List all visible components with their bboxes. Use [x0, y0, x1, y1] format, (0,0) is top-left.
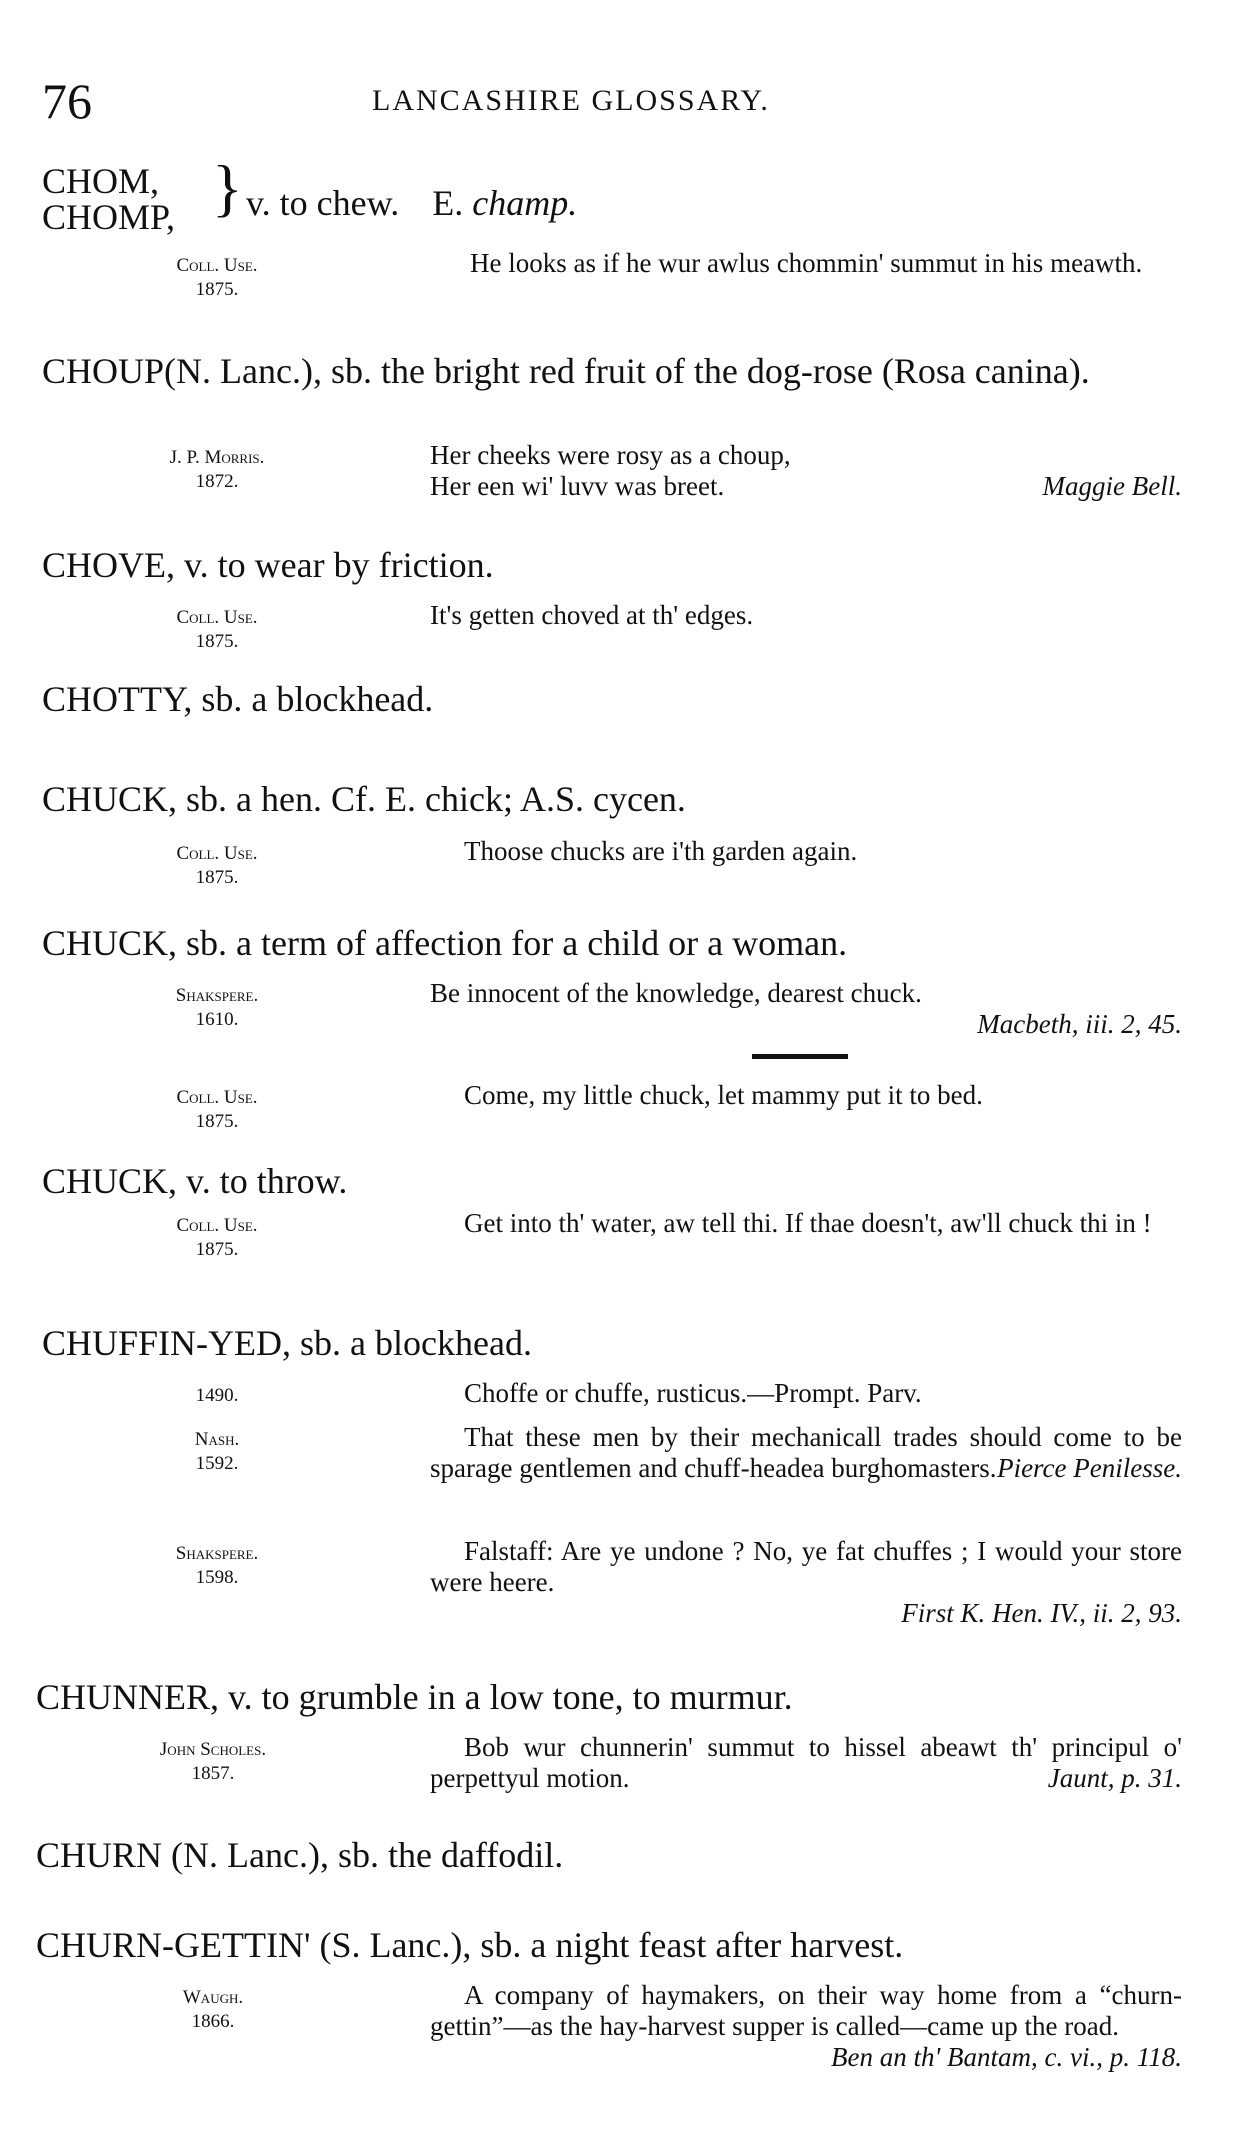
entry-heading: CHUFFIN-YED, sb. a blockhead.: [42, 1323, 532, 1363]
entry-heading: CHOVE, v. to wear by friction.: [42, 545, 494, 585]
entry-heading: CHUCK, sb. a hen. Cf. E. chick; A.S. cycen.: [42, 779, 686, 819]
quote-source: Nash. 1592.: [194, 1429, 240, 1474]
entry-heading: CHOUP(N. Lanc.), sb. the bright red fruit of the dog-rose (Rosa canina).: [42, 351, 1090, 391]
running-title: LANCASHIRE GLOSSARY.: [372, 84, 770, 117]
quote-text: Come, my little chuck, let mammy put it to bed.: [464, 1080, 983, 1110]
quote-text: Choffe or chuffe, rusticus.—Prompt. Parv.: [464, 1378, 922, 1408]
quote-source: Shakspere. 1610.: [175, 985, 259, 1030]
entry-heading: CHUCK, v. to throw.: [42, 1161, 348, 1201]
separator-rule: [752, 1054, 848, 1059]
definition: v. to chew. E. champ.: [246, 183, 578, 223]
quote-source: Coll. Use. 1875.: [176, 1087, 258, 1132]
quote-source: Coll. Use. 1875.: [176, 1215, 258, 1260]
quote-text: Bob wur chunnerin' summut to hissel abeawt th' principul o' perpettyul motion. Jaunt, p. 31.: [430, 1732, 1182, 1793]
entry-heading: CHUNNER, v. to grumble in a low tone, to murmur.: [36, 1677, 793, 1717]
entry-heading: CHUCK, sb. a term of affection for a child or a woman.: [42, 923, 848, 963]
headword: CHOM,: [42, 161, 160, 201]
quote-text: It's getten choved at th' edges.: [430, 600, 754, 630]
quote-source: Waugh. 1866.: [182, 1987, 244, 2032]
quote-text: Thoose chucks are i'th garden again.: [464, 836, 858, 866]
quote-source: Coll. Use. 1875.: [176, 255, 258, 300]
page-number: 76: [42, 73, 92, 129]
quote-source: Shakspere. 1598.: [175, 1543, 259, 1588]
quote-text: That these men by their mechanicall trades should come to be sparage gentlemen and chuff-headea burghomasters. Pierce Penilesse.: [430, 1422, 1182, 1483]
quote-source: John Scholes. 1857.: [159, 1739, 267, 1784]
quote-source: Coll. Use. 1875.: [176, 843, 258, 888]
quote-text: Falstaff: Are ye undone ? No, ye fat chuffes ; I would your store were heere. First K. Hen. IV., ii. 2, 93.: [430, 1536, 1182, 1628]
quote-text: He looks as if he wur awlus chommin' summut in his meawth.: [470, 248, 1143, 278]
quote-source: J. P. Morris. 1872.: [169, 447, 265, 492]
quote-text: A company of haymakers, on their way home from a “churn-gettin”—as the hay-harvest supper is called—came up the road. Ben an th' Bantam, c. vi., p. 118.: [430, 1980, 1182, 2072]
entry-heading: CHOTTY, sb. a blockhead.: [42, 679, 434, 719]
entry-heading: CHURN (N. Lanc.), sb. the daffodil.: [36, 1835, 564, 1875]
quote-text: Her cheeks were rosy as a choup, Her een wi' luvv was breet. Maggie Bell.: [430, 440, 1182, 501]
brace: }: [212, 152, 243, 223]
quote-source: Coll. Use. 1875.: [176, 607, 258, 652]
headword: CHOMP,: [42, 197, 176, 237]
quote-source: 1490.: [195, 1385, 239, 1406]
quote-text: Get into th' water, aw tell thi. If thae doesn't, aw'll chuck thi in !: [464, 1208, 1152, 1238]
entry-heading: CHURN-GETTIN' (S. Lanc.), sb. a night feast after harvest.: [36, 1925, 904, 1965]
quote-text: Be innocent of the knowledge, dearest chuck. Macbeth, iii. 2, 45.: [430, 978, 1182, 1039]
